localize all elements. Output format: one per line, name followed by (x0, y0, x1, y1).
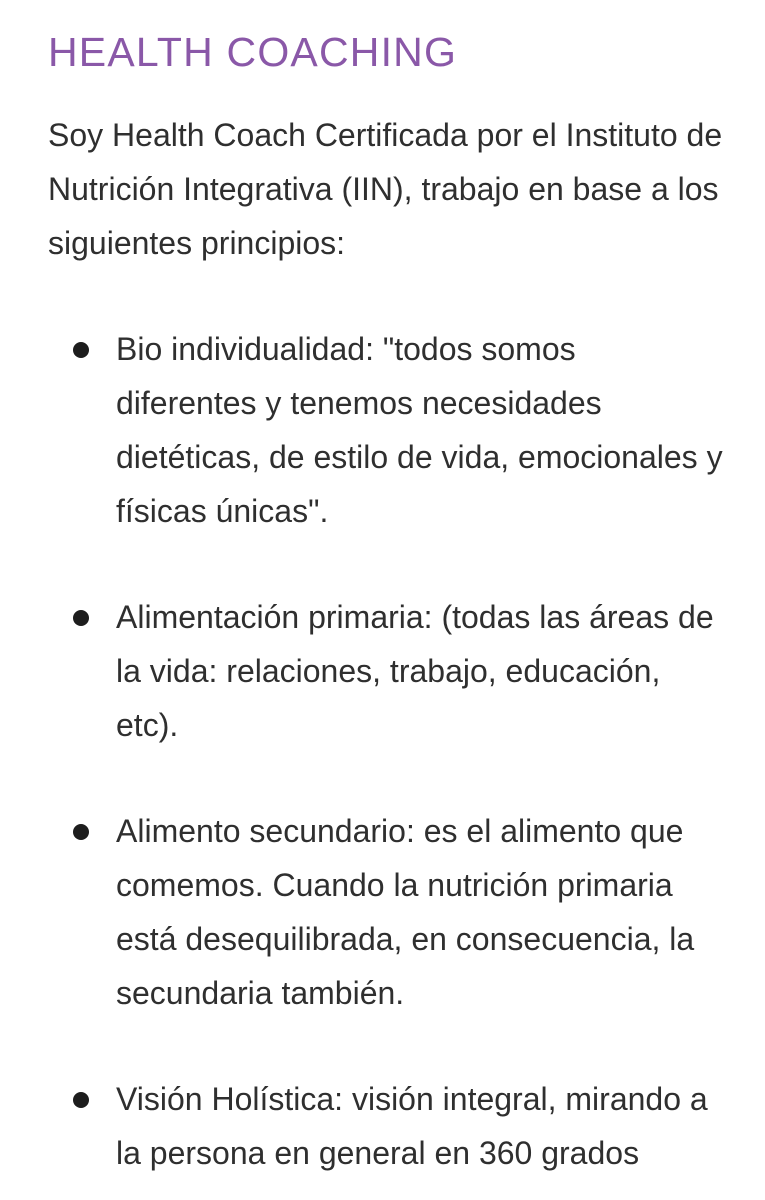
bullet-icon (73, 342, 89, 358)
intro-paragraph: Soy Health Coach Certificada por el Instituto de Nutrición Integrativa (IIN), trabajo en base a los siguientes principios: (48, 117, 723, 261)
list-item (48, 804, 725, 1020)
list-item (48, 1072, 725, 1180)
principles-list (48, 322, 725, 1180)
bullet-icon (73, 1092, 89, 1108)
principle-text: Visión Holística: visión integral, mirando a la persona en general en 360 grados (116, 1081, 708, 1171)
section-heading: HEALTH COACHING (48, 29, 458, 75)
list-item (48, 590, 725, 752)
bullet-icon (73, 610, 89, 626)
principle-text: Bio individualidad: "todos somos diferentes y tenemos necesidades dietéticas, de estilo de vida, emocionales y físicas únicas". (116, 331, 723, 529)
principle-text: Alimento secundario: es el alimento que comemos. Cuando la nutrición primaria está desequilibrada, en consecuencia, la secundaria también. (116, 813, 695, 1011)
list-item (48, 322, 725, 538)
principle-text: Alimentación primaria: (todas las áreas de la vida: relaciones, trabajo, educación, etc). (116, 599, 714, 743)
bullet-icon (73, 824, 89, 840)
